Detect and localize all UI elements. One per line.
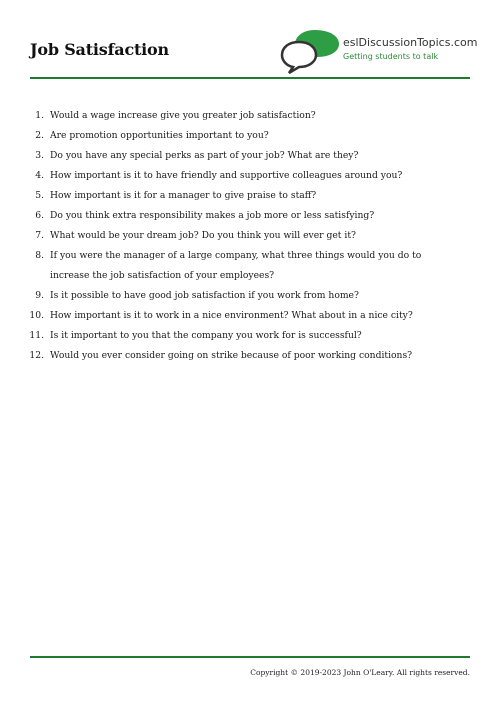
- logo-site-name: eslDiscussionTopics.com: [343, 36, 478, 49]
- question-item: [30, 246, 445, 286]
- question-number: 1.: [35, 110, 44, 121]
- question-number: 11.: [29, 330, 44, 341]
- question-item: [30, 326, 460, 346]
- logo-tagline: Getting students to talk: [343, 52, 439, 61]
- question-number: 4.: [35, 170, 44, 181]
- question-number: 3.: [35, 150, 44, 161]
- copyright-notice: Copyright © 2019-2023 John O'Leary. All rights reserved.: [250, 668, 470, 677]
- speech-bubbles-icon: [279, 28, 341, 74]
- question-text: Are promotion opportunities important to you?: [50, 130, 269, 141]
- question-number: 9.: [35, 290, 44, 301]
- question-number: 5.: [35, 190, 44, 201]
- question-number: 10.: [29, 310, 44, 321]
- question-item: [30, 126, 460, 146]
- question-item: [30, 286, 460, 306]
- question-text: Do you think extra responsibility makes a job more or less satisfying?: [50, 210, 375, 221]
- question-text: Would you ever consider going on strike because of poor working conditions?: [50, 350, 413, 361]
- question-text: How important is it to have friendly and supportive colleagues around you?: [50, 170, 403, 181]
- question-number: 2.: [35, 130, 44, 141]
- question-item: [30, 306, 460, 326]
- question-item: [30, 186, 460, 206]
- question-list: [30, 106, 460, 366]
- question-item: [30, 106, 460, 126]
- question-item: [30, 226, 460, 246]
- question-text: Is it important to you that the company you work for is successful?: [50, 330, 362, 341]
- question-text: How important is it to work in a nice environment? What about in a nice city?: [50, 310, 413, 321]
- question-text: What would be your dream job? Do you think you will ever get it?: [50, 230, 356, 241]
- question-number: 8.: [35, 250, 44, 261]
- page-title: Job Satisfaction: [30, 40, 169, 59]
- question-text: Would a wage increase give you greater job satisfaction?: [50, 110, 316, 121]
- question-item: [30, 146, 460, 166]
- question-text: How important is it for a manager to give praise to staff?: [50, 190, 317, 201]
- question-number: 7.: [35, 230, 44, 241]
- site-logo[interactable]: [279, 28, 479, 74]
- question-text: Do you have any special perks as part of your job? What are they?: [50, 150, 359, 161]
- question-text: Is it possible to have good job satisfaction if you work from home?: [50, 290, 359, 301]
- question-number: 6.: [35, 210, 44, 221]
- question-item: [30, 166, 460, 186]
- question-item: [30, 346, 460, 366]
- header-divider: [30, 77, 470, 79]
- question-item: [30, 206, 460, 226]
- question-text: If you were the manager of a large company, what three things would you do to increase the job satisfaction of your employees?: [50, 250, 422, 281]
- question-number: 12.: [29, 350, 44, 361]
- footer-divider: [30, 656, 470, 658]
